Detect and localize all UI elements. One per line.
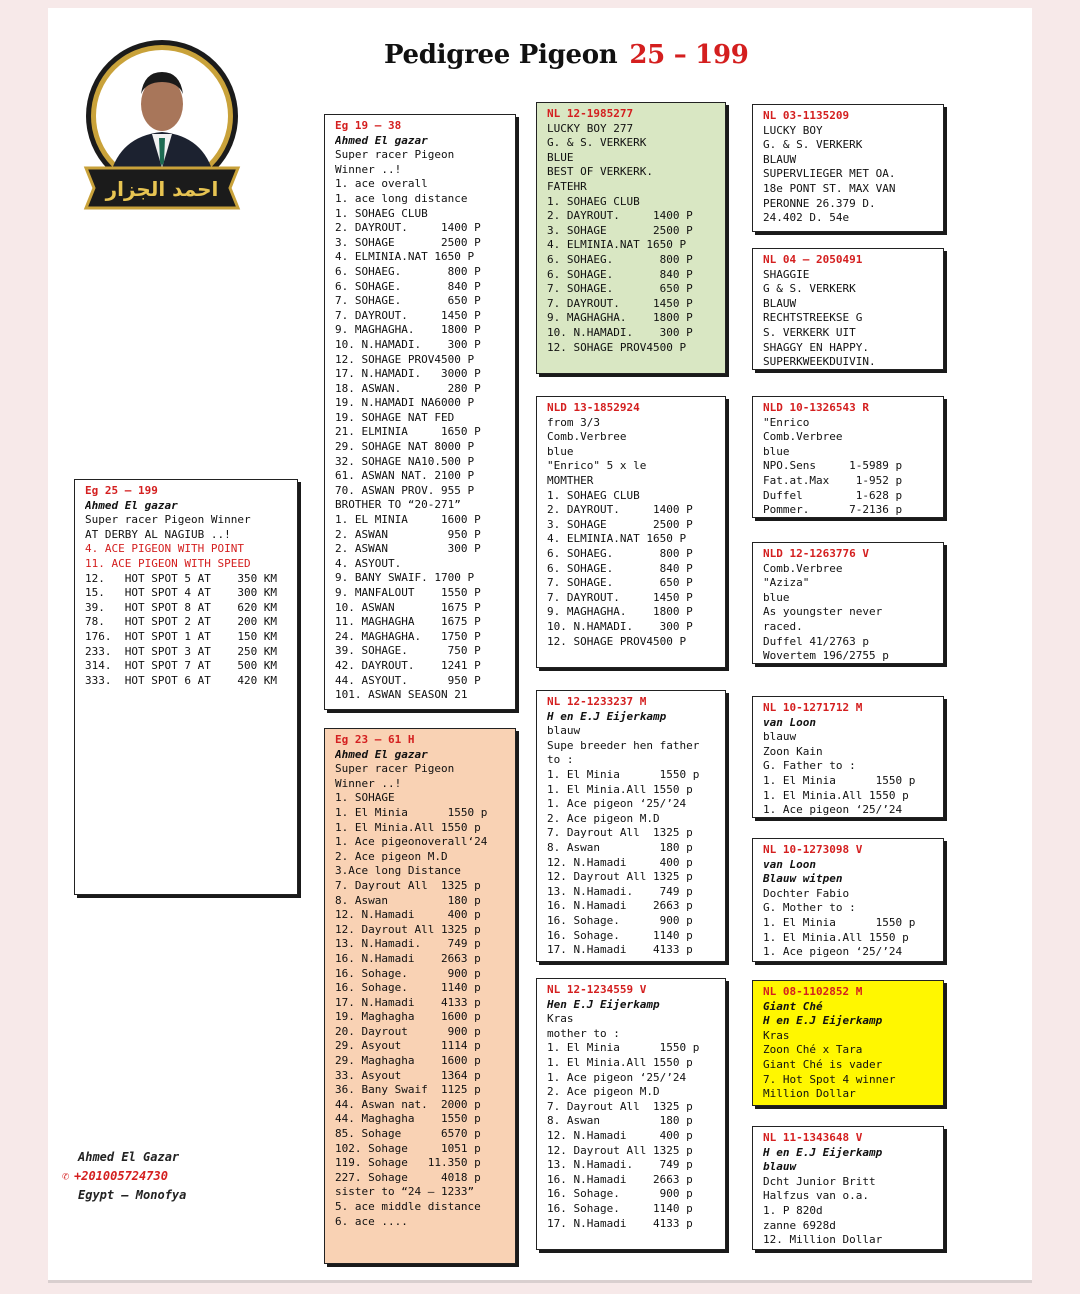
pedigree-line: 32. SOHAGE NA10.500 P bbox=[335, 454, 475, 468]
pedigree-line: 8. Aswan 180 p bbox=[547, 840, 693, 854]
ggp-card-1 bbox=[752, 104, 944, 232]
pedigree-line: 7. SOHAGE. 650 P bbox=[335, 294, 481, 308]
pedigree-line: 8. Aswan 180 p bbox=[335, 893, 481, 907]
pedigree-line: 29. Asyout 1114 p bbox=[335, 1039, 481, 1053]
pedigree-line: BROTHER TO “20-271” bbox=[335, 498, 461, 512]
pedigree-line: zanne 6928d bbox=[763, 1218, 836, 1232]
pedigree-line: 119. Sohage 11.350 p bbox=[335, 1156, 481, 1170]
pedigree-line: AT DERBY AL NAGIUB ..! bbox=[85, 527, 231, 541]
pedigree-line: 1. ace long distance bbox=[335, 191, 468, 205]
pedigree-line: 7. DAYROUT. 1450 P bbox=[547, 296, 693, 310]
pedigree-line: 24. MAGHAGHA. 1750 P bbox=[335, 629, 481, 643]
pedigree-line: 9. MAGHAGHA. 1800 P bbox=[335, 323, 481, 337]
title-text: Pedigree Pigeon bbox=[384, 40, 618, 70]
pedigree-line: 9. MAGHAGHA. 1800 P bbox=[547, 605, 693, 619]
pedigree-line: 39. SOHAGE. 750 P bbox=[335, 644, 481, 658]
pedigree-line: 16. Sohage. 900 p bbox=[335, 966, 481, 980]
pedigree-line: 7. Dayrout All 1325 p bbox=[547, 1099, 693, 1113]
pedigree-line: Dcht Junior Britt bbox=[763, 1174, 876, 1188]
pedigree-line: 12. Dayrout All 1325 p bbox=[547, 1143, 693, 1157]
pedigree-line: 12. SOHAGE PROV4500 P bbox=[547, 634, 687, 648]
pedigree-line: 18. ASWAN. 280 P bbox=[335, 381, 481, 395]
pedigree-line: "Enrico bbox=[763, 415, 810, 429]
page-title bbox=[384, 40, 749, 70]
pedigree-line: Hen E.J Eijerkamp bbox=[547, 997, 660, 1011]
ring-number: NLD 10-1326543 R bbox=[763, 401, 869, 414]
pedigree-line: 1. El Minia.All 1550 p bbox=[763, 930, 909, 944]
pedigree-line: 6. SOHAGE. 840 P bbox=[547, 561, 693, 575]
pedigree-line: 36. Bany Swaif 1125 p bbox=[335, 1083, 481, 1097]
ring-number: NL 04 – 2050491 bbox=[763, 253, 863, 266]
pedigree-line: 12. Million Dollar bbox=[763, 1233, 883, 1247]
pedigree-line: 13. N.Hamadi. 749 p bbox=[547, 884, 693, 898]
pedigree-line: blue bbox=[763, 590, 790, 604]
pedigree-line: 7. SOHAGE. 650 P bbox=[547, 282, 693, 296]
pedigree-line: 29. SOHAGE NAT 8000 P bbox=[335, 440, 475, 454]
pedigree-line: 6. ace .... bbox=[335, 1214, 408, 1228]
contact-location: Egypt – Monofya bbox=[78, 1188, 187, 1202]
pedigree-line: LUCKY BOY bbox=[763, 123, 823, 137]
pedigree-line: BEST OF VERKERK. bbox=[547, 165, 653, 179]
pedigree-line: 18e PONT ST. MAX VAN bbox=[763, 181, 896, 195]
pedigree-line: 2. ASWAN 300 P bbox=[335, 542, 481, 556]
pedigree-line: 101. ASWAN SEASON 21 bbox=[335, 688, 468, 702]
pedigree-line: 12. Dayrout All 1325 p bbox=[335, 922, 481, 936]
pedigree-line: 24.402 D. 54e bbox=[763, 211, 850, 225]
pedigree-line: 10. N.HAMADI. 300 P bbox=[335, 337, 481, 351]
pedigree-line: blauw bbox=[763, 1160, 797, 1174]
ring-number: NL 12-1234559 V bbox=[547, 983, 647, 996]
pedigree-line: 15. HOT SPOT 4 AT 300 KM bbox=[85, 586, 278, 600]
pedigree-line: 1. El Minia.All 1550 p bbox=[763, 788, 909, 802]
pedigree-line: 16. Sohage. 1140 p bbox=[335, 981, 481, 995]
pedigree-line: 3. SOHAGE 2500 P bbox=[335, 235, 481, 249]
pedigree-line: Million Dollar bbox=[763, 1087, 856, 1101]
pedigree-line: 6. SOHAGE. 840 P bbox=[335, 279, 481, 293]
ring-number: NL 10-1271712 M bbox=[763, 701, 863, 714]
pedigree-line: 1. ace overall bbox=[335, 177, 428, 191]
dam-sire-card bbox=[536, 690, 726, 962]
ggp-card-2 bbox=[752, 248, 944, 370]
pedigree-line: RECHTSTREEKSE G bbox=[763, 311, 863, 325]
pedigree-line: to : bbox=[547, 753, 574, 767]
sire-sire-card bbox=[536, 102, 726, 374]
pedigree-line: 17. N.Hamadi 4133 p bbox=[547, 1216, 693, 1230]
pedigree-line: 10. N.HAMADI. 300 P bbox=[547, 325, 693, 339]
pedigree-line: 1. SOHAEG CLUB bbox=[547, 194, 640, 208]
pedigree-line: van Loon bbox=[763, 715, 816, 729]
pedigree-line: 8. Aswan 180 p bbox=[547, 1114, 693, 1128]
pedigree-line: Duffel 1-628 p bbox=[763, 488, 903, 502]
pedigree-line: Comb.Verbree bbox=[547, 430, 627, 444]
ggp-card-3 bbox=[752, 396, 944, 518]
pedigree-line: SUPERKWEEKDUIVIN. bbox=[763, 355, 876, 369]
pedigree-line: 19. N.HAMADI NA6000 P bbox=[335, 396, 475, 410]
pedigree-line: Zoon Kain bbox=[763, 744, 823, 758]
pedigree-line: BLUE bbox=[547, 150, 574, 164]
ggp-card-5 bbox=[752, 696, 944, 818]
pedigree-line: sister to “24 – 1233” bbox=[335, 1185, 475, 1199]
pedigree-line: Comb.Verbree bbox=[763, 561, 843, 575]
pedigree-line: 1. P 820d bbox=[763, 1203, 823, 1217]
pedigree-line: G. & S. VERKERK bbox=[547, 136, 647, 150]
pedigree-line: 78. HOT SPOT 2 AT 200 KM bbox=[85, 615, 278, 629]
pedigree-line: 85. Sohage 6570 p bbox=[335, 1127, 481, 1141]
phone-icon: ✆ bbox=[62, 1169, 70, 1183]
sire-dam-card bbox=[536, 396, 726, 668]
pedigree-line: 44. ASYOUT. 950 P bbox=[335, 673, 481, 687]
pedigree-line: 16. Sohage. 900 p bbox=[547, 913, 693, 927]
ring-number: Eg 19 – 38 bbox=[335, 119, 402, 132]
ring-number: NLD 13-1852924 bbox=[547, 401, 640, 414]
pedigree-line: NPO.Sens 1-5989 p bbox=[763, 459, 903, 473]
pedigree-line: 4. ELMINIA.NAT 1650 P bbox=[335, 250, 475, 264]
pedigree-line: 10. N.HAMADI. 300 P bbox=[547, 619, 693, 633]
pedigree-line: Dochter Fabio bbox=[763, 886, 850, 900]
pedigree-line: 5. ace middle distance bbox=[335, 1200, 481, 1213]
pedigree-line: FATEHR bbox=[547, 179, 587, 193]
pedigree-line: 3. SOHAGE 2500 P bbox=[547, 223, 693, 237]
pedigree-line: 9. BANY SWAIF. 1700 P bbox=[335, 571, 475, 585]
pedigree-line: MOMTHER bbox=[547, 473, 594, 487]
pedigree-line: 16. Sohage. 900 p bbox=[547, 1187, 693, 1201]
pedigree-line: 1. SOHAEG CLUB bbox=[547, 488, 640, 502]
pedigree-line: SHAGGIE bbox=[763, 267, 810, 281]
pedigree-line: 16. N.Hamadi 2663 p bbox=[547, 1172, 693, 1186]
pedigree-line: H en E.J Eijerkamp bbox=[763, 1145, 883, 1159]
pedigree-line: 4. ELMINIA.NAT 1650 P bbox=[547, 532, 687, 546]
pedigree-line: 12. Dayrout All 1325 p bbox=[547, 870, 693, 884]
pedigree-line: from 3/3 bbox=[547, 415, 600, 429]
pedigree-line: 7. Dayrout All 1325 p bbox=[335, 878, 481, 892]
dam-dam-card bbox=[536, 978, 726, 1250]
ggp-card-4 bbox=[752, 542, 944, 664]
pedigree-line: van Loon bbox=[763, 857, 816, 871]
pedigree-line: 29. Maghagha 1600 p bbox=[335, 1054, 481, 1068]
pedigree-line: 2. Ace pigeon M.D bbox=[335, 849, 448, 863]
pedigree-line: 2. Ace pigeon M.D bbox=[547, 1085, 660, 1099]
pedigree-line: 6. SOHAEG. 800 P bbox=[335, 264, 481, 278]
pedigree-line: 9. MANFALOUT 1550 P bbox=[335, 586, 481, 599]
pedigree-line: Giant Ché bbox=[763, 999, 823, 1013]
contact-phone[interactable]: +201005724730 bbox=[74, 1169, 168, 1183]
pedigree-line: 2. DAYROUT. 1400 P bbox=[335, 221, 481, 235]
pedigree-line: Blauw witpen bbox=[763, 872, 843, 886]
pedigree-line: 12. N.Hamadi 400 p bbox=[335, 908, 481, 922]
pedigree-line: SUPERVLIEGER MET OA. bbox=[763, 167, 896, 181]
pedigree-line: 1. El Minia 1550 p bbox=[335, 805, 488, 819]
contact-phone-row bbox=[62, 1167, 186, 1186]
pedigree-line: 4. ELMINIA.NAT 1650 P bbox=[547, 238, 687, 252]
pedigree-line: 1. Ace pigeon ‘25/’24 bbox=[547, 1070, 687, 1084]
pedigree-line: PERONNE 26.379 D. bbox=[763, 196, 876, 210]
pedigree-line: 13. N.Hamadi. 749 p bbox=[547, 1158, 693, 1172]
pedigree-line: 12. N.Hamadi 400 p bbox=[547, 1128, 693, 1142]
pedigree-line: 1. El Minia.All 1550 p bbox=[547, 782, 693, 796]
pedigree-line: 1. Ace pigeon ‘25/’24 bbox=[763, 803, 903, 817]
pedigree-line: 314. HOT SPOT 7 AT 500 KM bbox=[85, 659, 278, 673]
pedigree-line: 2. Ace pigeon M.D bbox=[547, 811, 660, 825]
pedigree-line: Ahmed El gazar bbox=[335, 747, 428, 761]
pedigree-line: 2. DAYROUT. 1400 P bbox=[547, 209, 693, 223]
pedigree-line: Giant Ché is vader bbox=[763, 1057, 883, 1071]
title-number: 25 – 199 bbox=[629, 40, 749, 70]
ggp-card-8 bbox=[752, 1126, 944, 1250]
pedigree-line: 16. N.Hamadi 2663 p bbox=[335, 951, 481, 965]
pedigree-line: Super racer Pigeon Winner bbox=[85, 513, 251, 527]
pedigree-line: 61. ASWAN NAT. 2100 P bbox=[335, 469, 475, 483]
pedigree-line: "Aziza" bbox=[763, 576, 810, 590]
pedigree-line: Ahmed El gazar bbox=[335, 133, 428, 147]
pedigree-line: 1. El Minia 1550 p bbox=[763, 915, 916, 929]
pedigree-line: 12. SOHAGE PROV4500 P bbox=[547, 340, 687, 354]
pedigree-line: 1. El Minia.All 1550 p bbox=[335, 820, 481, 834]
pedigree-line: 9. MAGHAGHA. 1800 P bbox=[547, 311, 693, 325]
pedigree-line: H en E.J Eijerkamp bbox=[547, 709, 667, 723]
contact-name: Ahmed El Gazar bbox=[78, 1150, 180, 1164]
pedigree-line: Pommer. 7-2136 p bbox=[763, 503, 903, 517]
pedigree-line: raced. bbox=[763, 619, 803, 633]
pedigree-line: 20. Dayrout 900 p bbox=[335, 1024, 481, 1038]
pedigree-line: 17. N.Hamadi 4133 p bbox=[547, 943, 693, 957]
ring-number: NL 08-1102852 M bbox=[763, 985, 863, 998]
pedigree-line: 39. HOT SPOT 8 AT 620 KM bbox=[85, 600, 278, 614]
pedigree-line: 44. Maghagha 1550 p bbox=[335, 1112, 481, 1126]
pedigree-line: 102. Sohage 1051 p bbox=[335, 1141, 481, 1155]
pedigree-line: 11. ACE PIGEON WITH SPEED bbox=[85, 556, 251, 570]
pedigree-line: SHAGGY EN HAPPY. bbox=[763, 340, 869, 354]
pedigree-line: blue bbox=[547, 444, 574, 458]
pedigree-line: 6. SOHAEG. 800 P bbox=[547, 252, 693, 266]
pedigree-line: 12. HOT SPOT 5 AT 350 KM bbox=[85, 571, 278, 585]
pedigree-line: 17. N.Hamadi 4133 p bbox=[335, 995, 481, 1009]
pedigree-line: 227. Sohage 4018 p bbox=[335, 1170, 481, 1184]
pedigree-line: LUCKY BOY 277 bbox=[547, 121, 634, 135]
pedigree-line: 12. SOHAGE PROV4500 P bbox=[335, 352, 475, 366]
pedigree-line: 2. ASWAN 950 P bbox=[335, 527, 481, 541]
pedigree-line: 19. SOHAGE NAT FED bbox=[335, 410, 455, 424]
pedigree-line: Zoon Ché x Tara bbox=[763, 1043, 863, 1057]
pedigree-line: 13. N.Hamadi. 749 p bbox=[335, 937, 481, 951]
pedigree-line: blue bbox=[763, 444, 790, 458]
pedigree-line: Comb.Verbree bbox=[763, 430, 843, 444]
pedigree-line: Duffel 41/2763 p bbox=[763, 634, 869, 648]
pedigree-line: 12. N.Hamadi 400 p bbox=[547, 855, 693, 869]
pedigree-line: As youngster never bbox=[763, 605, 883, 619]
contact-block bbox=[62, 1148, 186, 1205]
pedigree-line: 2. DAYROUT. 1400 P bbox=[547, 503, 693, 517]
pedigree-line: G. Mother to : bbox=[763, 901, 856, 915]
ring-number: NLD 12-1263776 V bbox=[763, 547, 869, 560]
pedigree-line: Winner ..! bbox=[335, 776, 402, 790]
pedigree-line: 3. SOHAGE 2500 P bbox=[547, 517, 693, 531]
pedigree-line: G & S. VERKERK bbox=[763, 282, 856, 296]
pedigree-line: Kras bbox=[547, 1012, 574, 1026]
pedigree-line: 21. ELMINIA 1650 P bbox=[335, 425, 481, 439]
pedigree-line: 176. HOT SPOT 1 AT 150 KM bbox=[85, 629, 278, 643]
pedigree-line: 1. El Minia 1550 p bbox=[547, 1041, 700, 1055]
ring-number: NL 12-1233237 M bbox=[547, 695, 647, 708]
pedigree-line: 16. N.Hamadi 2663 p bbox=[547, 899, 693, 913]
pedigree-line: 1. Ace pigeon ‘25/’24 bbox=[547, 797, 687, 811]
pedigree-line: 10. ASWAN 1675 P bbox=[335, 600, 481, 614]
ring-number: NL 10-1273098 V bbox=[763, 843, 863, 856]
pedigree-line: 7. DAYROUT. 1450 P bbox=[547, 590, 693, 604]
pedigree-line: blauw bbox=[763, 730, 797, 744]
pedigree-line: 3.Ace long Distance bbox=[335, 864, 461, 878]
pedigree-line: 1. El Minia 1550 p bbox=[547, 767, 700, 781]
pedigree-line: Wovertem 196/2755 p bbox=[763, 649, 889, 663]
pedigree-line: G. Father to : bbox=[763, 759, 856, 773]
pedigree-line: 1. Ace pigeonoverall‘24 bbox=[335, 835, 488, 849]
ring-number: NL 12-1985277 bbox=[547, 107, 634, 120]
pedigree-line: 233. HOT SPOT 3 AT 250 KM bbox=[85, 644, 278, 658]
pedigree-line: 1. El Minia.All 1550 p bbox=[547, 1055, 693, 1069]
pedigree-line: Kras bbox=[763, 1028, 790, 1042]
dam-card bbox=[324, 728, 516, 1264]
ring-number: Eg 23 – 61 H bbox=[335, 733, 415, 746]
pedigree-line: 4. ACE PIGEON WITH POINT bbox=[85, 542, 244, 556]
ggp-card-7 bbox=[752, 980, 944, 1106]
pedigree-line: 7. DAYROUT. 1450 P bbox=[335, 308, 481, 322]
ring-number: NL 03-1135209 bbox=[763, 109, 850, 122]
pedigree-line: 42. DAYROUT. 1241 P bbox=[335, 658, 481, 672]
logo-name: احمد الجزار bbox=[105, 177, 219, 201]
pedigree-line: 333. HOT SPOT 6 AT 420 KM bbox=[85, 673, 278, 687]
pedigree-line: blauw bbox=[547, 724, 581, 738]
pedigree-line: 19. Maghagha 1600 p bbox=[335, 1010, 481, 1024]
pedigree-line: 11. MAGHAGHA 1675 P bbox=[335, 615, 481, 629]
pedigree-line: Ahmed El gazar bbox=[85, 498, 178, 512]
pedigree-line: BLAUW bbox=[763, 152, 797, 166]
main-bird-card bbox=[74, 479, 298, 895]
pedigree-line: 6. SOHAEG. 800 P bbox=[547, 546, 693, 560]
ring-number: Eg 25 – 199 bbox=[85, 484, 158, 497]
pedigree-line: "Enrico" 5 x le bbox=[547, 459, 647, 473]
pedigree-line: 7. Hot Spot 4 winner bbox=[763, 1072, 896, 1086]
pedigree-line: Halfzus van o.a. bbox=[763, 1189, 869, 1203]
pedigree-line: 7. Dayrout All 1325 p bbox=[547, 826, 693, 840]
pedigree-line: 33. Asyout 1364 p bbox=[335, 1068, 481, 1082]
pedigree-line: H en E.J Eijerkamp bbox=[763, 1014, 883, 1028]
pedigree-line: mother to : bbox=[547, 1026, 620, 1040]
pedigree-line: 16. Sohage. 1140 p bbox=[547, 1201, 693, 1215]
pedigree-line: 1. SOHAGE bbox=[335, 791, 395, 805]
pedigree-line: 1. SOHAEG CLUB bbox=[335, 206, 428, 220]
pedigree-line: BLAUW bbox=[763, 296, 797, 310]
pedigree-line: 6. SOHAGE. 840 P bbox=[547, 267, 693, 281]
pedigree-line: 44. Aswan nat. 2000 p bbox=[335, 1097, 481, 1111]
pedigree-line: 16. Sohage. 1140 p bbox=[547, 928, 693, 942]
pedigree-line: 70. ASWAN PROV. 955 P bbox=[335, 483, 475, 497]
sire-card bbox=[324, 114, 516, 710]
pedigree-line: 7. SOHAGE. 650 P bbox=[547, 576, 693, 590]
pedigree-line: G. & S. VERKERK bbox=[763, 138, 863, 152]
pedigree-line: Super racer Pigeon bbox=[335, 762, 455, 776]
pedigree-line: 1. Ace pigeon ‘25/’24 bbox=[763, 945, 903, 959]
page-shadow bbox=[48, 1280, 1032, 1283]
pedigree-line: 1. El Minia 1550 p bbox=[763, 773, 916, 787]
owner-logo bbox=[80, 36, 244, 212]
pedigree-line: Winner ..! bbox=[335, 162, 402, 176]
pedigree-line: Supe breeder hen father bbox=[547, 738, 700, 752]
pedigree-line: S. VERKERK UIT bbox=[763, 325, 856, 339]
pedigree-line: 17. N.HAMADI. 3000 P bbox=[335, 367, 481, 381]
ggp-card-6 bbox=[752, 838, 944, 962]
pedigree-line: 1. EL MINIA 1600 P bbox=[335, 513, 481, 527]
pedigree-line: Super racer Pigeon bbox=[335, 148, 455, 162]
pedigree-line: Fat.at.Max 1-952 p bbox=[763, 473, 903, 487]
ring-number: NL 11-1343648 V bbox=[763, 1131, 863, 1144]
pedigree-line: 4. ASYOUT. bbox=[335, 556, 402, 570]
